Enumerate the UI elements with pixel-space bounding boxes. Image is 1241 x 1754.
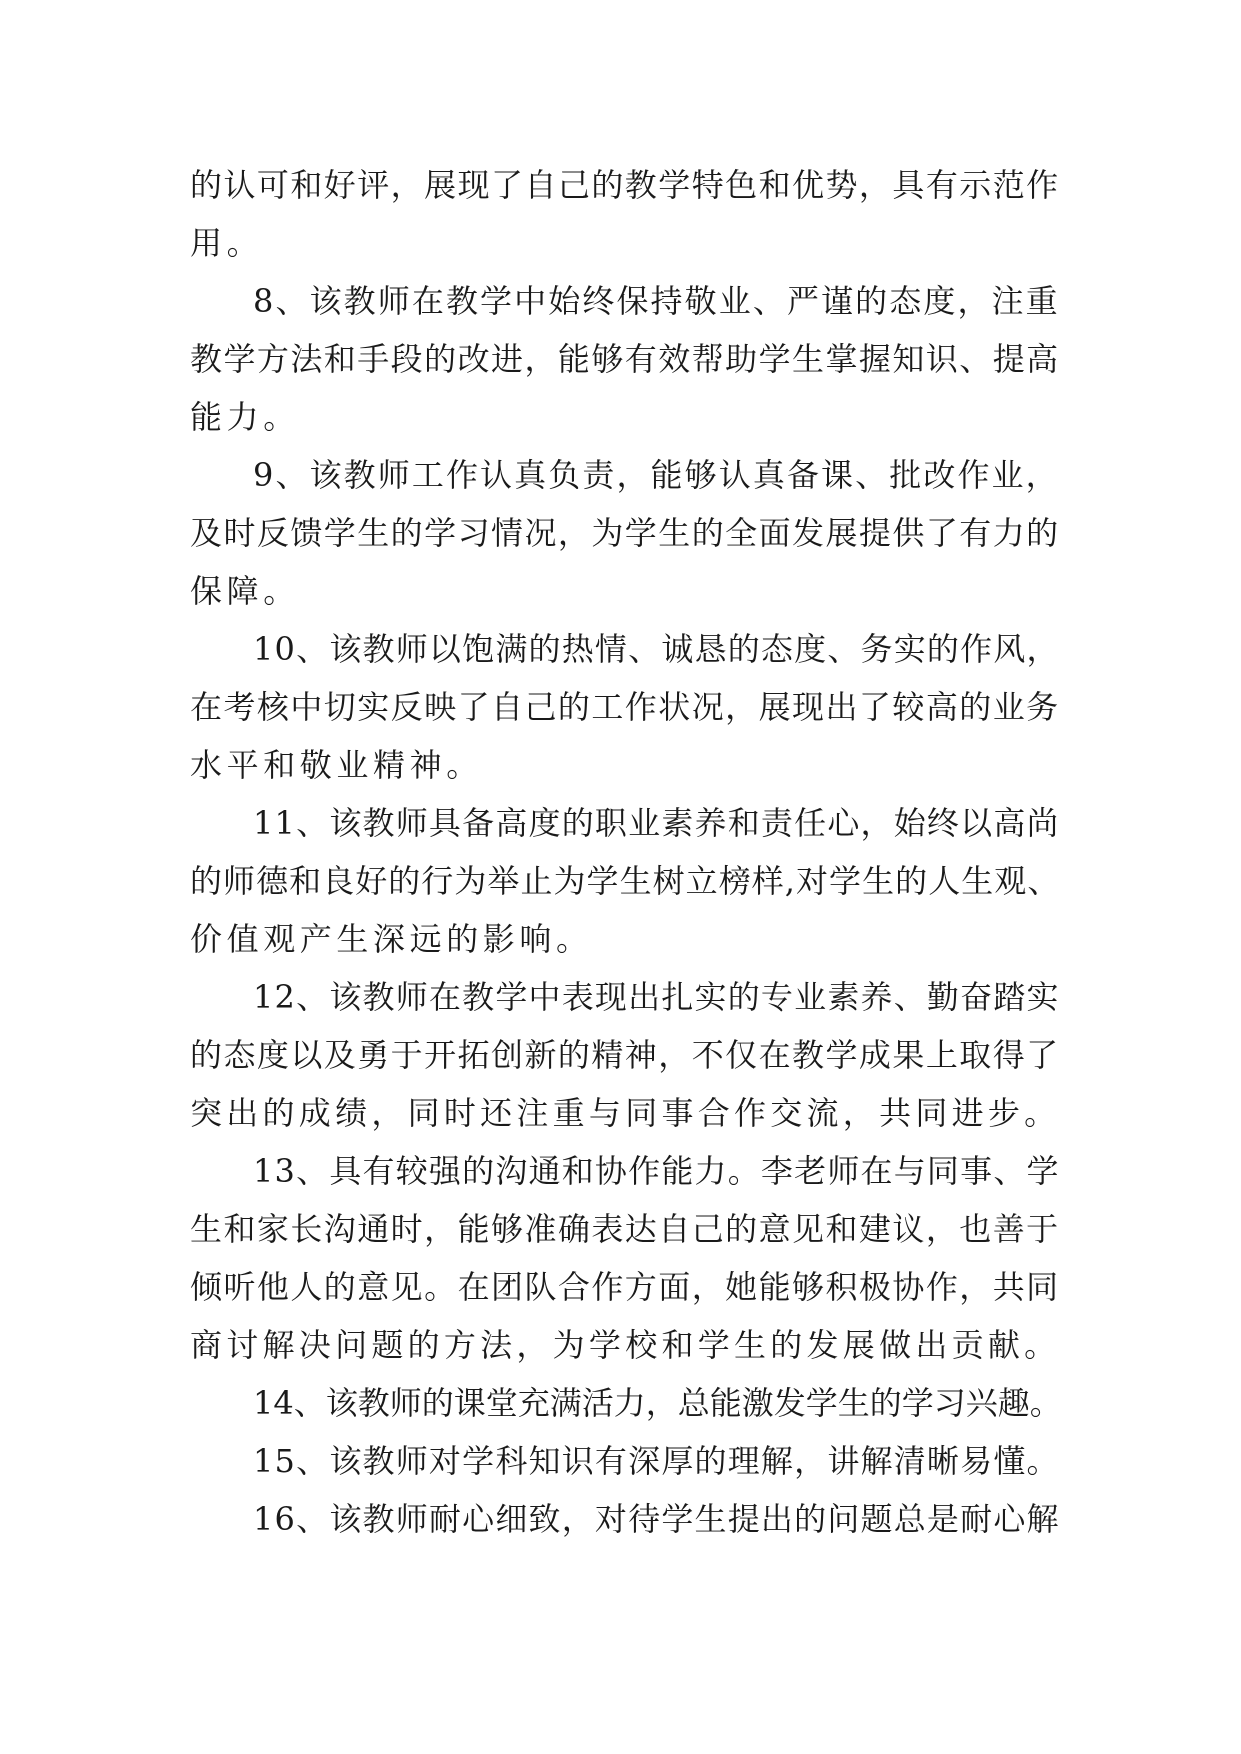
text-line: 9、该教师工作认真负责，能够认真备课、批改作业， — [253, 456, 1060, 494]
text-line: 的师德和良好的行为举止为学生树立榜样,对学生的人生观、 — [190, 862, 1061, 900]
text-line: 用。 — [190, 224, 264, 262]
text-line: 13、具有较强的沟通和协作能力。李老师在与同事、学 — [253, 1152, 1060, 1190]
text-line: 生和家长沟通时，能够准确表达自己的意见和建议，也善于 — [190, 1210, 1060, 1248]
text-line: 商讨解决问题的方法，为学校和学生的发展做出贡献。 — [190, 1326, 1061, 1364]
text-line: 保障。 — [190, 572, 300, 610]
text-line: 突出的成绩，同时还注重与同事合作交流，共同进步。 — [190, 1094, 1061, 1132]
text-line: 教学方法和手段的改进，能够有效帮助学生掌握知识、提高 — [190, 340, 1060, 378]
text-line: 水平和敬业精神。 — [190, 746, 483, 784]
text-line: 8、该教师在教学中始终保持敬业、严谨的态度，注重 — [253, 282, 1060, 320]
text-line: 的态度以及勇于开拓创新的精神，不仅在教学成果上取得了 — [190, 1036, 1060, 1074]
text-line: 16、该教师耐心细致，对待学生提出的问题总是耐心解 — [253, 1500, 1060, 1538]
text-line: 及时反馈学生的学习情况，为学生的全面发展提供了有力的 — [190, 514, 1060, 552]
text-line: 15、该教师对学科知识有深厚的理解，讲解清晰易懂。 — [253, 1442, 1060, 1480]
text-line: 能力。 — [190, 398, 300, 436]
text-line: 11、该教师具备高度的职业素养和责任心，始终以高尚 — [253, 804, 1060, 842]
text-line: 14、该教师的课堂充满活力，总能激发学生的学习兴趣。 — [253, 1384, 1062, 1422]
text-line: 的认可和好评，展现了自己的教学特色和优势，具有示范作 — [190, 166, 1060, 204]
text-line: 倾听他人的意见。在团队合作方面，她能够积极协作，共同 — [190, 1268, 1060, 1306]
text-line: 价值观产生深远的影响。 — [190, 920, 593, 958]
text-line: 12、该教师在教学中表现出扎实的专业素养、勤奋踏实 — [253, 978, 1060, 1016]
text-line: 在考核中切实反映了自己的工作状况，展现出了较高的业务 — [190, 688, 1060, 726]
text-line: 10、该教师以饱满的热情、诚恳的态度、务实的作风， — [253, 630, 1060, 668]
